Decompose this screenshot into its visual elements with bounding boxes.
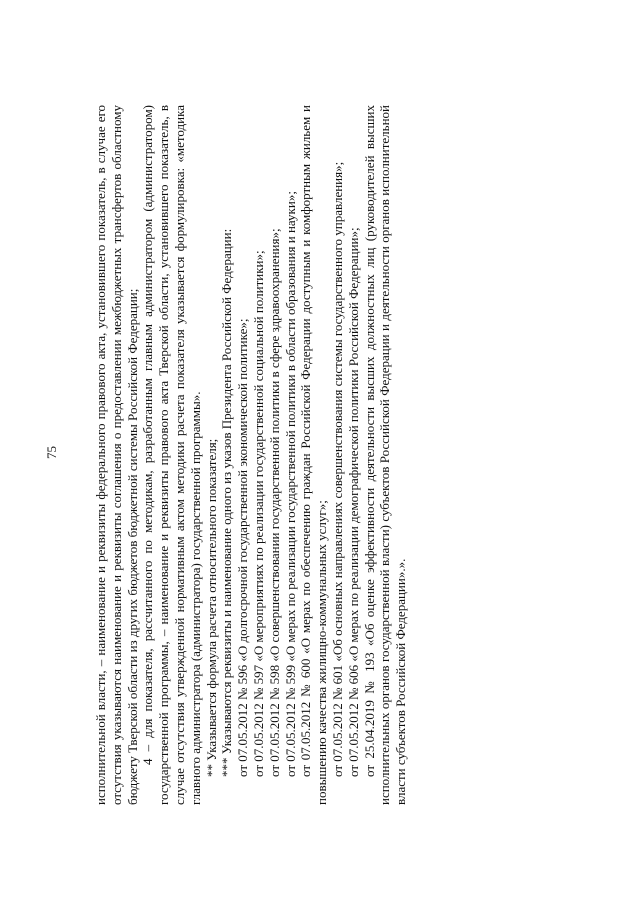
decree-596: от 07.05.2012 № 596 «О долгосрочной государственной экономической политике»; [235,318,251,777]
decree-597: от 07.05.2012 № 597 «О мероприятиях по реализации государственной социальной политики»; [250,250,266,777]
paragraph-continuation: исполнительной власти, – наименование и реквизиты федерального правового акта, установившего показатель, в случае его отсутствия указываются наименование и реквизиты соглашения о предоставлении межбюджетных трансфертов областному бюджету Тверской области из других бюджетов бюджетной системы Российской Федерации; [93,105,140,805]
footnote-double-star: ** Указывается формула расчета относительного показателя; [203,438,219,777]
footnote-triple-star: *** Указываются реквизиты и наименование одного из указов Президента Российской Федерации: [219,228,235,777]
decree-601: от 07.05.2012 № 601 «Об основных направлениях совершенствования системы государственного управления»; [329,161,345,777]
document-body [93,105,409,805]
page-number: 75 [44,446,59,459]
decree-600: от 07.05.2012 № 600 «О мерах по обеспечению граждан Российской Федерации доступным и комфортным жильем и повышению качества жилищно-коммунальных услуг»; [298,105,330,805]
decree-606: от 07.05.2012 № 606 «О мерах по реализации демографической политики Российской Федерации»; [345,227,361,777]
decree-598: от 07.05.2012 № 598 «О совершенствовании государственной политики в сфере здравоохранения»; [266,228,282,777]
decree-599: от 07.05.2012 № 599 «О мерах по реализации государственной политики в области образования и науки»; [282,191,298,777]
paragraph-item-4: 4 – для показателя, рассчитанного по методикам, разработанным главным администратором (администратором) государственной программы, – наименование и реквизиты правового акта Тверской области, установившего показатель, в случае отсутствия утвержденной нормативным актом методики расчета показателя указывается формулировка: «методика главного администратора (администратора) государственной программы». [140,105,203,805]
decree-193: от 25.04.2019 № 193 «Об оценке эффективности деятельности высших должностных лиц (руководителей высших исполнительных органов государственной власти) субъектов Российской Федерации и деятельности органов исполнительной власти субъектов Российской Федерации».». [361,105,409,805]
